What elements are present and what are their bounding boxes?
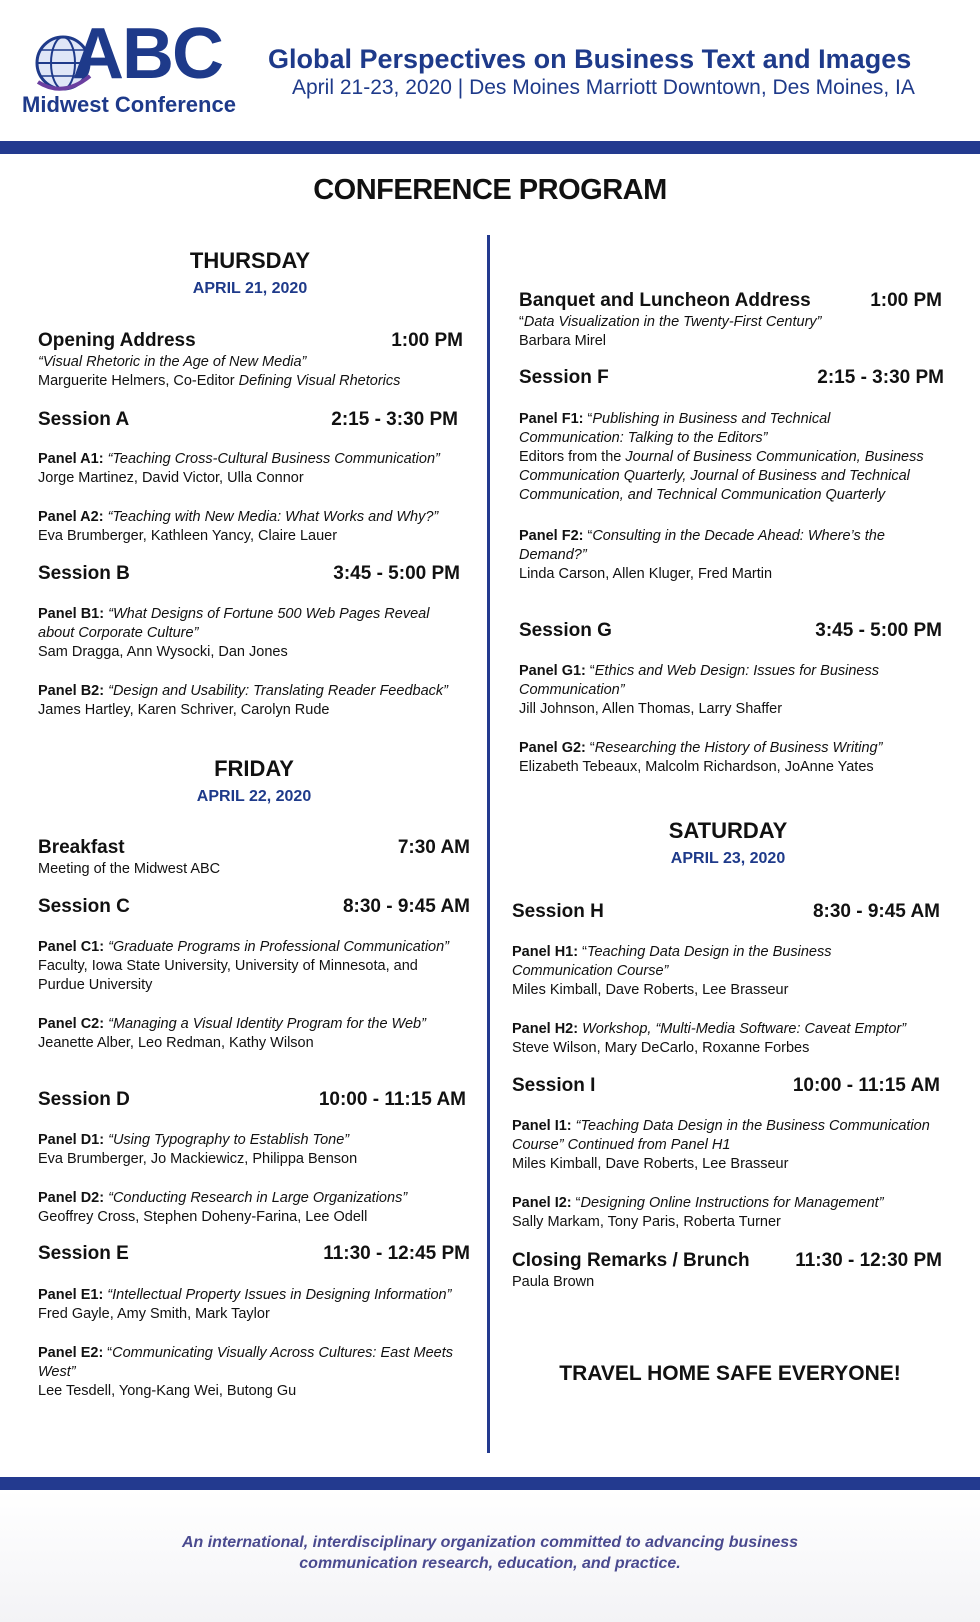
closing-time: 11:30 - 12:30 PM	[795, 1250, 942, 1271]
session-b-title: Session B	[38, 563, 130, 584]
panel-g1-title-cont: Communication”	[519, 682, 625, 698]
panel-c2-title: Panel C2: “Managing a Visual Identity Program for the Web”	[38, 1016, 426, 1032]
panel-h2-title: Panel H2: Workshop, “Multi-Media Software: Caveat Emptor”	[512, 1021, 907, 1037]
panel-e2-title: Panel E2: “Communicating Visually Across Cultures: East Meets	[38, 1345, 454, 1361]
panel-c1-people-cont: Purdue University	[38, 977, 153, 993]
bottom-divider-band	[0, 1477, 980, 1490]
panel-i2-title: Panel I2: “Designing Online Instructions for Management”	[512, 1195, 884, 1211]
closing-speaker: Paula Brown	[512, 1274, 595, 1290]
panel-f2-people: Linda Carson, Allen Kluger, Fred Martin	[519, 566, 773, 582]
panel-b2-title: Panel B2: “Design and Usability: Translating Reader Feedback”	[38, 683, 448, 699]
panel-a2-people: Eva Brumberger, Kathleen Yancy, Claire Lauer	[38, 528, 338, 544]
logo-wordmark: ABC	[72, 14, 222, 94]
session-g-time: 3:45 - 5:00 PM	[815, 620, 942, 641]
panel-b1-people: Sam Dragga, Ann Wysocki, Dan Jones	[38, 644, 288, 660]
panel-d1-title: Panel D1: “Using Typography to Establish Tone”	[38, 1132, 350, 1148]
program-title: CONFERENCE PROGRAM	[313, 174, 667, 206]
panel-f1-title: Panel F1: “Publishing in Business and Technical	[519, 411, 831, 427]
breakfast-desc: Meeting of the Midwest ABC	[38, 861, 221, 877]
panel-a1-title: Panel A1: “Teaching Cross-Cultural Business Communication”	[38, 451, 440, 467]
panel-i1-title-cont: Course” Continued from Panel H1	[512, 1137, 731, 1153]
session-b-time: 3:45 - 5:00 PM	[333, 563, 460, 584]
panel-f2-title: Panel F2: “Consulting in the Decade Ahead: Where’s the	[519, 528, 885, 544]
session-f-time: 2:15 - 3:30 PM	[817, 367, 944, 388]
conference-title: Global Perspectives on Business Text and Images	[268, 44, 912, 74]
panel-i1-title: Panel I1: “Teaching Data Design in the Business Communication	[512, 1118, 930, 1134]
panel-d1-people: Eva Brumberger, Jo Mackiewicz, Philippa Benson	[38, 1151, 358, 1167]
opening-address-time: 1:00 PM	[391, 330, 463, 351]
session-d-time: 10:00 - 11:15 AM	[318, 1089, 466, 1110]
panel-b1-title: Panel B1: “What Designs of Fortune 500 Web Pages Reveal	[38, 606, 430, 622]
panel-e2-people: Lee Tesdell, Yong-Kang Wei, Butong Gu	[38, 1383, 297, 1399]
panel-e2-title-cont: West”	[38, 1364, 76, 1380]
logo-subtitle: Midwest Conference	[22, 92, 236, 117]
panel-f1-people-cont2: Communication, and Technical Communication Quarterly	[519, 487, 886, 503]
session-d-title: Session D	[38, 1089, 130, 1110]
session-f-title: Session F	[519, 367, 609, 388]
panel-c1-title: Panel C1: “Graduate Programs in Professional Communication”	[38, 939, 450, 955]
session-g-title: Session G	[519, 620, 612, 641]
banquet-title: Banquet and Luncheon Address	[519, 290, 811, 311]
session-c-title: Session C	[38, 896, 130, 917]
footer-mission-line1: An international, interdisciplinary organization committed to advancing business	[181, 1534, 799, 1551]
panel-f1-people-cont: Communication Quarterly, Journal of Business and Technical	[519, 468, 910, 484]
panel-b2-people: James Hartley, Karen Schriver, Carolyn Rude	[38, 702, 330, 718]
opening-address-title: Opening Address	[38, 330, 196, 351]
panel-g1-title: Panel G1: “Ethics and Web Design: Issues for Business	[519, 663, 879, 679]
panel-f2-title-cont: Demand?”	[519, 547, 587, 563]
breakfast-time: 7:30 AM	[397, 837, 470, 858]
panel-a1-people: Jorge Martinez, David Victor, Ulla Connor	[38, 470, 304, 486]
panel-f1-people: Editors from the Journal of Business Communication, Business	[519, 449, 924, 465]
thursday-date: APRIL 21, 2020	[192, 280, 308, 297]
session-i-time: 10:00 - 11:15 AM	[792, 1075, 940, 1096]
panel-a2-title: Panel A2: “Teaching with New Media: What Works and Why?”	[38, 509, 439, 525]
travel-message: TRAVEL HOME SAFE EVERYONE!	[559, 1362, 901, 1385]
panel-i1-people: Miles Kimball, Dave Roberts, Lee Brasseur	[512, 1156, 789, 1172]
saturday-heading: SATURDAY	[668, 818, 788, 843]
banquet-speaker: Barbara Mirel	[519, 333, 607, 349]
panel-e1-title: Panel E1: “Intellectual Property Issues in Designing Information”	[38, 1287, 452, 1303]
session-h-time: 8:30 - 9:45 AM	[812, 901, 940, 922]
session-h-title: Session H	[512, 901, 604, 922]
session-a-title: Session A	[38, 409, 130, 430]
panel-g1-people: Jill Johnson, Allen Thomas, Larry Shaffer	[519, 701, 783, 717]
top-divider-band	[0, 141, 980, 154]
saturday-date: APRIL 23, 2020	[670, 850, 786, 867]
panel-d2-title: Panel D2: “Conducting Research in Large Organizations”	[38, 1190, 408, 1206]
panel-g2-people: Elizabeth Tebeaux, Malcolm Richardson, JoAnne Yates	[519, 759, 874, 775]
panel-e1-people: Fred Gayle, Amy Smith, Mark Taylor	[38, 1306, 270, 1322]
panel-d2-people: Geoffrey Cross, Stephen Doheny-Farina, Lee Odell	[38, 1209, 368, 1225]
session-i-title: Session I	[512, 1075, 596, 1096]
panel-h1-people: Miles Kimball, Dave Roberts, Lee Brasseur	[512, 982, 789, 998]
panel-f1-title-cont: Communication: Talking to the Editors”	[519, 430, 768, 446]
banquet-time: 1:00 PM	[870, 290, 942, 311]
closing-title: Closing Remarks / Brunch	[512, 1250, 750, 1271]
panel-g2-title: Panel G2: “Researching the History of Business Writing”	[519, 740, 883, 756]
panel-h1-title: Panel H1: “Teaching Data Design in the Business	[512, 944, 832, 960]
panel-i2-people: Sally Markam, Tony Paris, Roberta Turner	[512, 1214, 781, 1230]
session-c-time: 8:30 - 9:45 AM	[342, 896, 470, 917]
footer-mission-line2: communication research, education, and practice.	[299, 1555, 681, 1572]
panel-c2-people: Jeanette Alber, Leo Redman, Kathy Wilson	[38, 1035, 314, 1051]
panel-b1-title-cont: about Corporate Culture”	[38, 625, 199, 641]
panel-h2-people: Steve Wilson, Mary DeCarlo, Roxanne Forbes	[512, 1040, 810, 1056]
breakfast-title: Breakfast	[38, 837, 125, 858]
friday-heading: FRIDAY	[214, 756, 294, 781]
thursday-heading: THURSDAY	[189, 248, 311, 273]
session-a-time: 2:15 - 3:30 PM	[331, 409, 458, 430]
friday-date: APRIL 22, 2020	[196, 788, 312, 805]
opening-address-speaker: Marguerite Helmers, Co-Editor Defining Visual Rhetorics	[38, 373, 401, 389]
session-e-title: Session E	[38, 1243, 129, 1264]
banquet-topic: “Data Visualization in the Twenty-First Century”	[519, 314, 822, 330]
panel-h1-title-cont: Communication Course”	[512, 963, 669, 979]
conference-subtitle: April 21-23, 2020 | Des Moines Marriott Downtown, Des Moines, IA	[292, 76, 915, 99]
column-divider	[487, 235, 490, 1453]
opening-address-topic: “Visual Rhetoric in the Age of New Media”	[38, 354, 307, 370]
panel-c1-people: Faculty, Iowa State University, University of Minnesota, and	[38, 958, 418, 974]
session-e-time: 11:30 - 12:45 PM	[323, 1243, 470, 1264]
